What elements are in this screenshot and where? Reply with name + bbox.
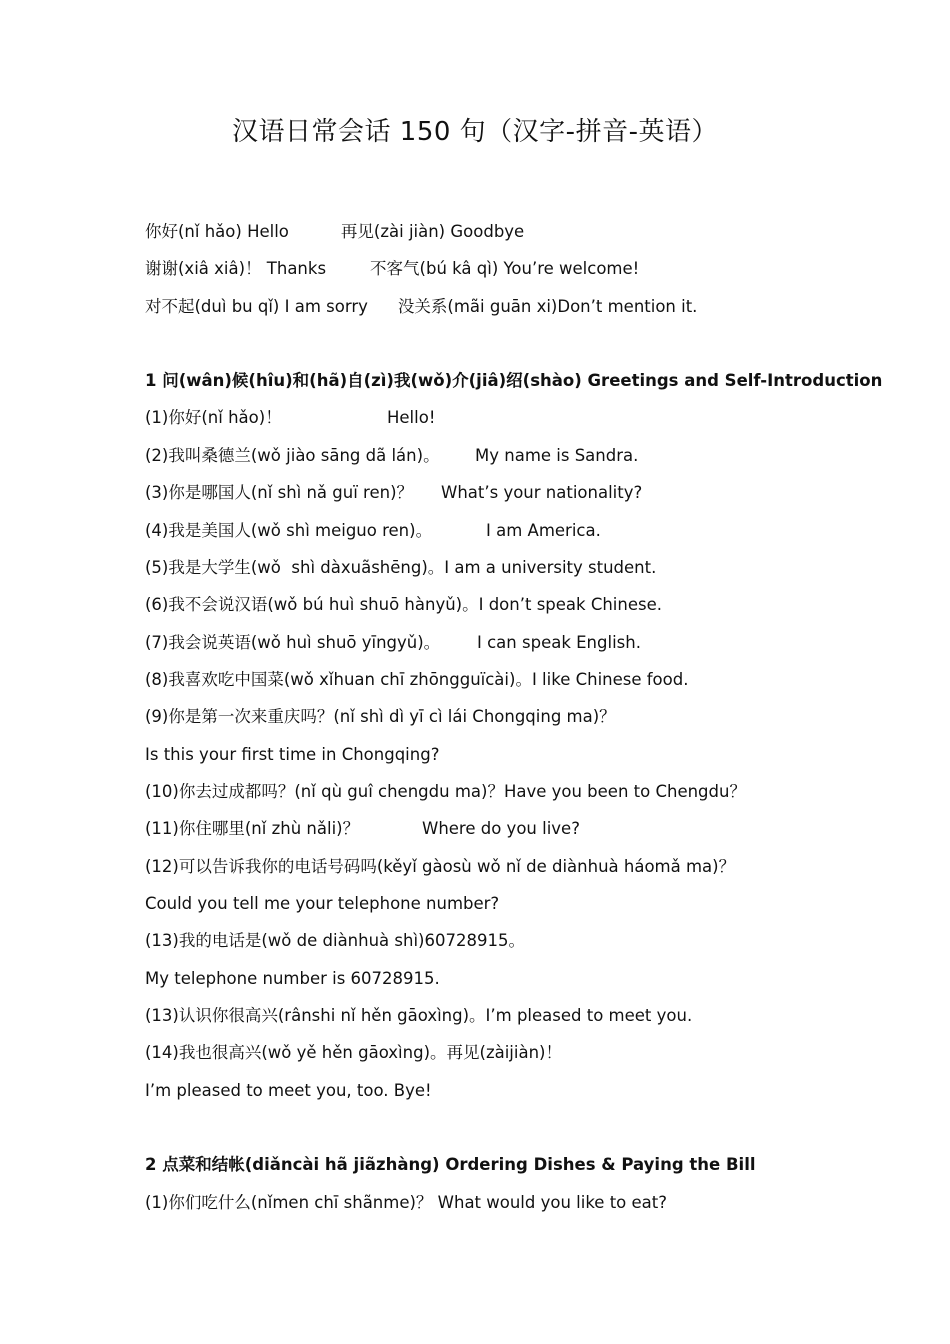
intro-line-1 [145, 221, 524, 243]
list-item: My telephone number is 60728915. [145, 969, 440, 988]
list-item: (2)我叫桑德兰(wǒ jiào sāng dã lán)。 My name is Sandra. [145, 446, 639, 465]
list-item: (7)我会说英语(wǒ huì shuō yīngyǔ)。 I can speak English. [145, 633, 641, 652]
intro-phrase: 你好(nǐ hǎo) Hello [145, 222, 289, 241]
section-heading-1: 1 问(wân)候(hîu)和(hã)自(zì)我(wǒ)介(jiâ)绍(shào) Greetings and Self-Introduction [145, 371, 883, 390]
section-heading-2: 2 点菜和结帐(diǎncài hã jiãzhàng) Ordering Dishes & Paying the Bill [145, 1155, 756, 1174]
list-item: I’m pleased to meet you, too. Bye! [145, 1081, 432, 1100]
list-item: Could you tell me your telephone number? [145, 894, 500, 913]
list-item: (13)我的电话是(wǒ de diànhuà shì)60728915。 [145, 931, 525, 950]
list-item: (1)你们吃什么(nǐmen chī shãnme)？ What would you like to eat? [145, 1193, 668, 1212]
page-title: 汉语日常会话 150 句（汉字-拼音-英语） [232, 117, 718, 147]
intro-line-3 [145, 296, 697, 318]
list-item: (3)你是哪国人(nǐ shì nǎ guï ren)？ What’s your nationality? [145, 483, 643, 502]
list-item: (5)我是大学生(wǒ shì dàxuãshēng)。I am a university student. [145, 558, 657, 577]
list-item: (1)你好(nǐ hǎo)！ Hello! [145, 408, 436, 427]
list-item: (6)我不会说汉语(wǒ bú huì shuō hànyǔ)。I don’t speak Chinese. [145, 595, 662, 614]
intro-phrase: 对不起(duì bu qǐ) I am sorry [145, 297, 368, 316]
intro-line-2 [145, 258, 639, 280]
list-item: (13)认识你很高兴(rânshi nǐ hěn gāoxìng)。I’m pleased to meet you. [145, 1006, 693, 1025]
intro-phrase: 不客气(bú kâ qì) You’re welcome! [370, 259, 640, 278]
list-item: Is this your first time in Chongqing? [145, 745, 440, 764]
intro-phrase: 再见(zài jiàn) Goodbye [340, 222, 525, 241]
list-item: (10)你去过成都吗？(nǐ qù guî chengdu ma)？Have you been to Chengdu？ [145, 782, 746, 801]
list-item: (14)我也很高兴(wǒ yě hěn gāoxìng)。再见(zàijiàn)！ [145, 1043, 562, 1062]
list-item: (11)你住哪里(nǐ zhù nǎli)？ Where do you live? [145, 819, 580, 838]
list-item: (9)你是第一次来重庆吗？(nǐ shì dì yī cì lái Chongqing ma)？ [145, 707, 616, 726]
list-item: (12)可以告诉我你的电话号码吗(kěyǐ gàosù wǒ nǐ de diànhuà háomǎ ma)？ [145, 857, 736, 876]
list-item: (8)我喜欢吃中国菜(wǒ xǐhuan chī zhōngguïcài)。I like Chinese food. [145, 670, 689, 689]
list-item: (4)我是美国人(wǒ shì meiguo ren)。 I am America. [145, 521, 601, 540]
intro-phrase: 谢谢(xiâ xiâ)！ Thanks [145, 259, 327, 278]
intro-phrase: 没关系(mãi guān xi)Don’t mention it. [397, 297, 698, 316]
